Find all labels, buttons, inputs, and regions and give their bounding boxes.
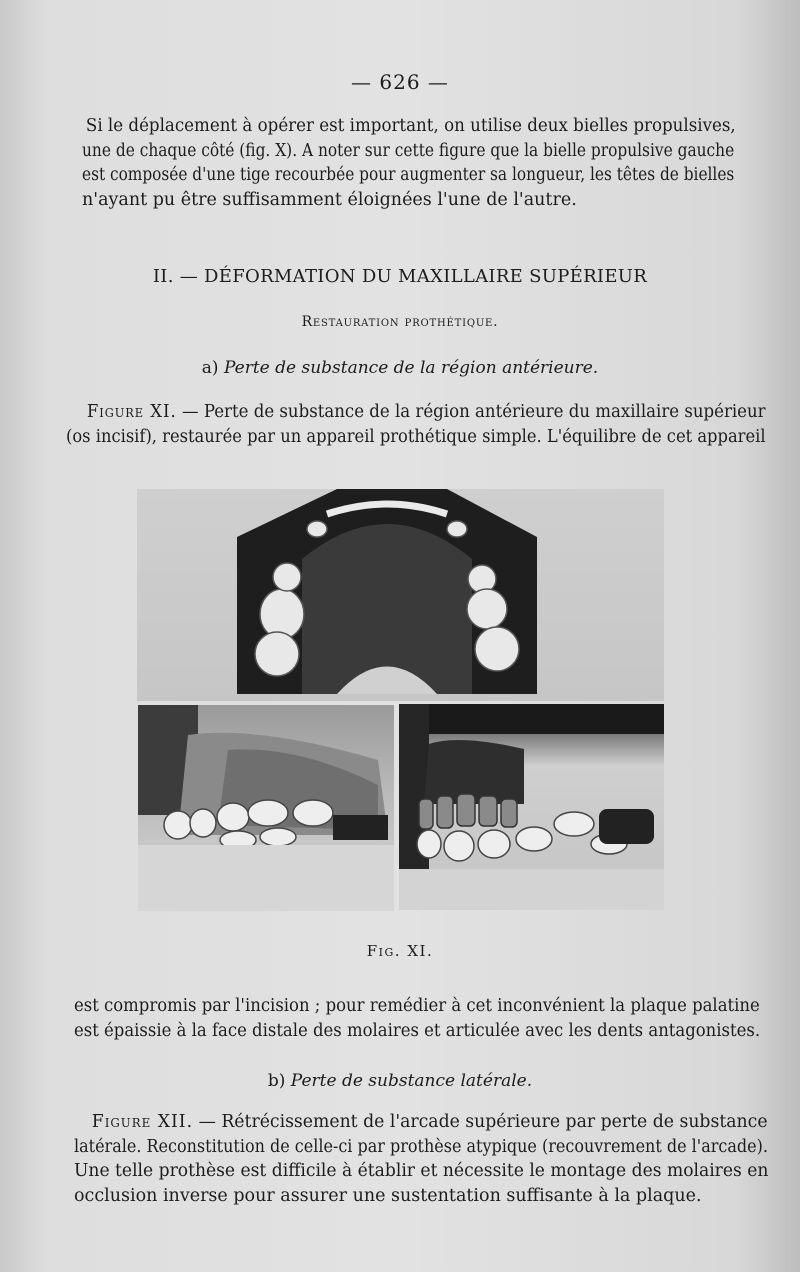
subsection-a-letter: a)	[201, 358, 219, 378]
figure-xi-line: — Perte de substance de la région antérieure du maxillaire supérieur	[181, 402, 766, 422]
figure-xi-label: Figure XI.	[86, 402, 177, 422]
figure-xi-line: (os incisif), restaurée par un appareil prothétique simple. L'équilibre de cet appareil	[66, 426, 766, 447]
figure-xii-line: latérale. Reconstitution de celle-ci par prothèse atypique (recouvrement de l'arcade).	[74, 1136, 768, 1157]
figure-xi-palatal-view-photo	[137, 489, 664, 701]
section-heading: II. — DÉFORMATION DU MAXILLAIRE SUPÉRIEUR	[152, 266, 648, 287]
intro-line: est composée d'une tige recourbée pour augmenter sa longueur, les têtes de bielles	[82, 165, 735, 185]
figure-xii-line: occlusion inverse pour assurer une sustentation suffisante à la plaque.	[74, 1185, 702, 1206]
subsection-b-heading	[0, 1071, 800, 1091]
subsection-b-title: Perte de substance latérale.	[290, 1071, 533, 1091]
figure-xi-description	[66, 400, 766, 449]
intro-line: une de chaque côté (fig. X). A noter sur cette figure que la bielle propulsive gauche	[82, 140, 735, 161]
figure-xii-label: Figure XII.	[91, 1112, 194, 1132]
page-number: — 626 —	[351, 70, 449, 94]
figure-xi-left-side-view-photo	[138, 705, 394, 911]
figure-xi-caption: Fig. XI.	[366, 942, 434, 960]
continuation-line: est épaissie à la face distale des molaires et articulée avec les dents antagonistes.	[74, 1020, 761, 1041]
continuation-line: est compromis par l'incision ; pour remédier à cet inconvénient la plaque palatine	[74, 996, 760, 1016]
figure-xii-line: — Rétrécissement de l'arcade supérieure par perte de substance	[198, 1112, 768, 1132]
intro-line: n'ayant pu être suffisamment éloignées l'une de l'autre.	[82, 189, 577, 210]
figure-xii-description	[74, 1110, 768, 1208]
figure-xii-line: Une telle prothèse est difficile à établir et nécessite le montage des molaires en	[74, 1161, 769, 1181]
subsection-a-heading	[0, 358, 800, 378]
intro-line: Si le déplacement à opérer est important, on utilise deux bielles propulsives,	[85, 116, 736, 136]
subsection-b-letter: b)	[267, 1071, 286, 1091]
intro-paragraph	[84, 114, 736, 212]
figure-xi-right-side-view-photo	[399, 704, 664, 910]
sub-heading: Restauration prothétique.	[301, 314, 499, 330]
continuation-paragraph	[74, 994, 760, 1043]
subsection-a-title: Perte de substance de la région antérieure.	[223, 358, 599, 378]
